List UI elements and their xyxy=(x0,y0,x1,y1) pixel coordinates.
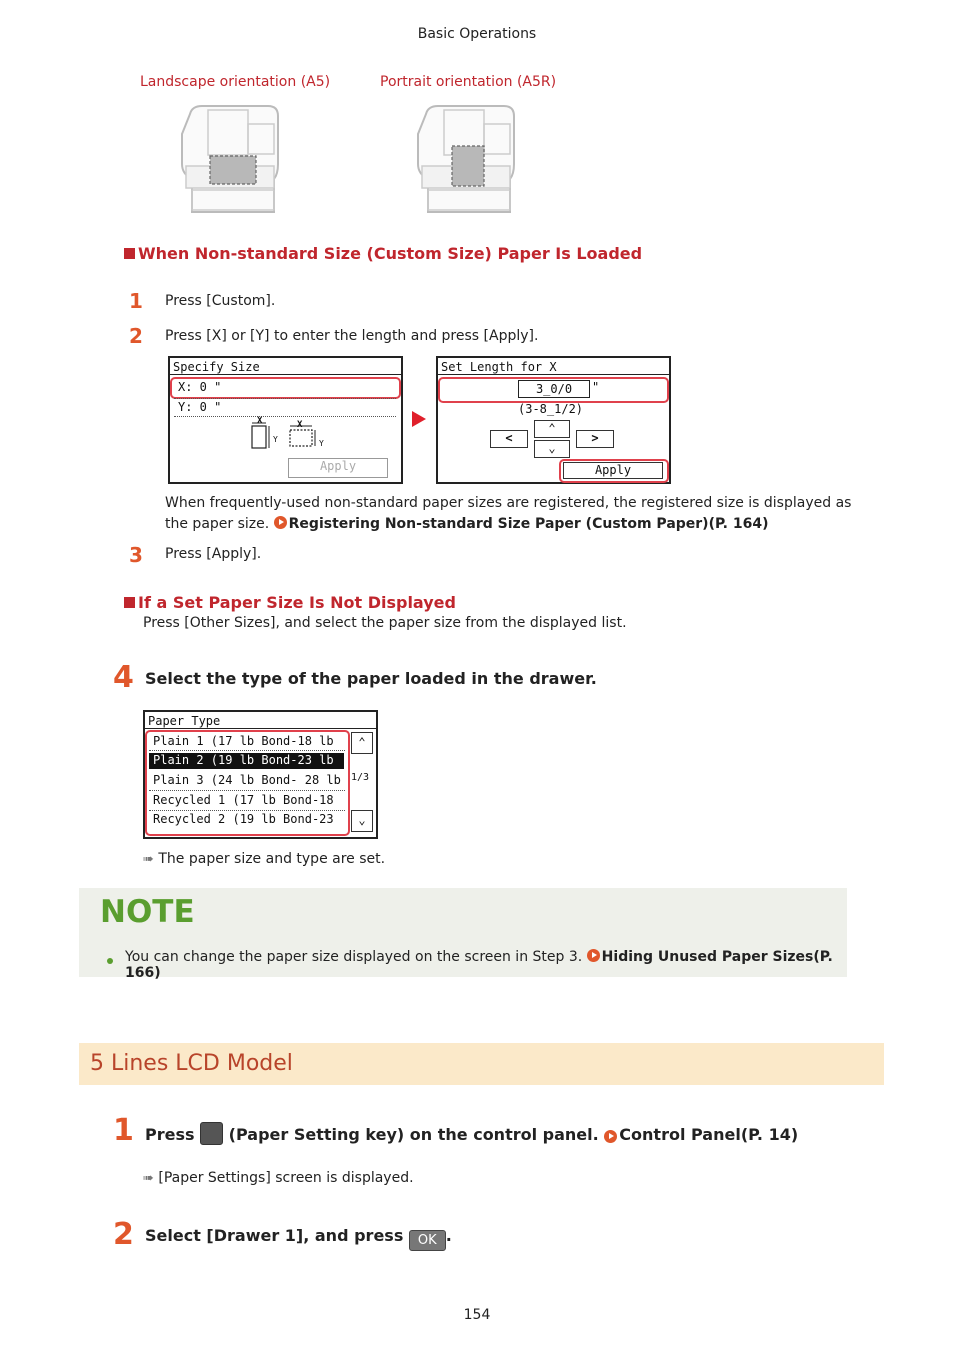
lcd-step2-text-body: Select [Drawer 1], and press xyxy=(145,1226,404,1245)
custom-size-heading xyxy=(124,244,642,263)
link-arrow-icon xyxy=(587,949,600,962)
paper-type-screen xyxy=(143,710,378,839)
lcd-step2-text xyxy=(145,1226,452,1251)
range-text: (3-8_1/2) xyxy=(518,402,584,416)
landscape-label: Landscape orientation (A5) xyxy=(140,74,331,90)
list-item[interactable]: Recycled 1 (17 lb Bond-18 xyxy=(153,793,334,807)
note-box xyxy=(79,888,847,981)
registered-note xyxy=(165,493,865,535)
specify-size-screen xyxy=(168,356,403,484)
right-button[interactable] xyxy=(576,430,614,448)
lcd-model-banner xyxy=(79,1043,884,1085)
lcd-step1-result xyxy=(143,1170,414,1186)
step-number: 1 xyxy=(113,1113,134,1148)
result-arrow-icon: ➠ xyxy=(143,852,154,867)
list-item-selected[interactable]: Plain 2 (19 lb Bond-23 lb xyxy=(149,753,344,769)
printer-landscape-illustration xyxy=(178,104,282,218)
lcd-step2-end: . xyxy=(445,1226,452,1245)
link-arrow-icon xyxy=(274,516,287,529)
step-number: 2 xyxy=(129,324,143,348)
chevron-up-icon: ⌃ xyxy=(358,735,366,749)
printer-portrait-illustration xyxy=(414,104,518,218)
left-button[interactable] xyxy=(490,430,528,448)
section-marker-icon xyxy=(124,248,135,259)
x-mark: X xyxy=(297,420,303,430)
step-number: 2 xyxy=(113,1217,134,1252)
registered-note-text: When frequently-used non-standard paper sizes are registered, the registered size is displayed as the paper size. xyxy=(165,495,852,532)
step4-text: Select the type of the paper loaded in the drawer. xyxy=(145,669,597,688)
chevron-up-icon: ⌃ xyxy=(548,421,556,435)
custom-size-heading-text: When Non-standard Size (Custom Size) Paper Is Loaded xyxy=(138,244,643,263)
note-text-body: You can change the paper size displayed on the screen in Step 3. xyxy=(125,949,583,965)
scroll-down-button[interactable] xyxy=(351,810,373,832)
increase-button[interactable] xyxy=(534,420,570,438)
step-number: 4 xyxy=(113,660,134,695)
page-header: Basic Operations xyxy=(417,26,537,42)
screen-title: Paper Type xyxy=(148,714,221,728)
page-number: 154 xyxy=(463,1307,491,1323)
list-item[interactable]: Plain 1 (17 lb Bond-18 lb xyxy=(153,734,334,748)
x-mark: X xyxy=(257,416,263,426)
hiding-sizes-link[interactable]: Hiding Unused Paper Sizes(P. 166) xyxy=(125,949,833,981)
decrease-button[interactable] xyxy=(534,440,570,458)
chevron-right-icon: > xyxy=(591,431,599,445)
not-displayed-heading-text: If a Set Paper Size Is Not Displayed xyxy=(138,593,456,612)
result-arrow-icon: ➠ xyxy=(143,1171,154,1186)
list-item[interactable]: Plain 3 (24 lb Bond- 28 lb xyxy=(153,773,341,787)
length-value-field[interactable]: 3_0/0 xyxy=(518,380,590,398)
not-displayed-heading xyxy=(124,593,456,612)
lcd-model-heading: 5 Lines LCD Model xyxy=(90,1051,293,1076)
set-length-screen xyxy=(436,356,671,484)
chevron-down-icon: ⌄ xyxy=(548,441,556,455)
page-indicator: 1/3 xyxy=(351,772,370,783)
lcd-step1-pre: Press xyxy=(145,1125,195,1144)
screen-title: Set Length for X xyxy=(441,360,557,374)
lcd-step1-post: (Paper Setting key) on the control panel. xyxy=(228,1125,599,1144)
not-displayed-text: Press [Other Sizes], and select the paper size from the displayed list. xyxy=(143,615,627,631)
step-text: Press [Apply]. xyxy=(165,546,262,562)
y-field[interactable]: Y: 0 " xyxy=(178,400,222,414)
unit-mark: " xyxy=(592,380,600,394)
step4-result-text: The paper size and type are set. xyxy=(158,851,386,867)
x-field[interactable]: X: 0 " xyxy=(178,380,222,394)
lcd-step1-text xyxy=(145,1122,798,1145)
registering-link[interactable]: Registering Non-standard Size Paper (Custom Paper)(P. 164) xyxy=(288,516,769,532)
apply-button-disabled[interactable]: Apply xyxy=(288,458,388,478)
note-text xyxy=(125,949,847,981)
portrait-label: Portrait orientation (A5R) xyxy=(380,74,557,90)
chevron-left-icon: < xyxy=(505,431,513,445)
link-arrow-icon xyxy=(604,1130,617,1143)
step-text: Press [X] or [Y] to enter the length and press [Apply]. xyxy=(165,328,539,344)
step-number: 3 xyxy=(129,543,143,567)
note-heading: NOTE xyxy=(100,894,195,930)
y-mark: Y xyxy=(319,439,324,448)
ok-key-icon: OK xyxy=(409,1230,446,1251)
lcd-step1-result-text: [Paper Settings] screen is displayed. xyxy=(158,1170,414,1186)
paper-setting-key-icon xyxy=(200,1122,223,1145)
step-number: 1 xyxy=(129,289,143,313)
section-marker-icon xyxy=(124,597,135,608)
apply-button[interactable]: Apply xyxy=(563,462,663,479)
y-mark: Y xyxy=(273,435,278,444)
step-text: Press [Custom]. xyxy=(165,293,276,309)
step4-result xyxy=(143,851,385,867)
scroll-up-button[interactable] xyxy=(351,732,373,754)
screen-title: Specify Size xyxy=(173,360,260,374)
bullet-icon xyxy=(107,958,113,964)
control-panel-link[interactable]: Control Panel(P. 14) xyxy=(619,1125,799,1144)
chevron-down-icon: ⌄ xyxy=(358,813,366,827)
next-arrow-icon xyxy=(411,410,427,428)
list-item[interactable]: Recycled 2 (19 lb Bond-23 xyxy=(153,812,334,826)
